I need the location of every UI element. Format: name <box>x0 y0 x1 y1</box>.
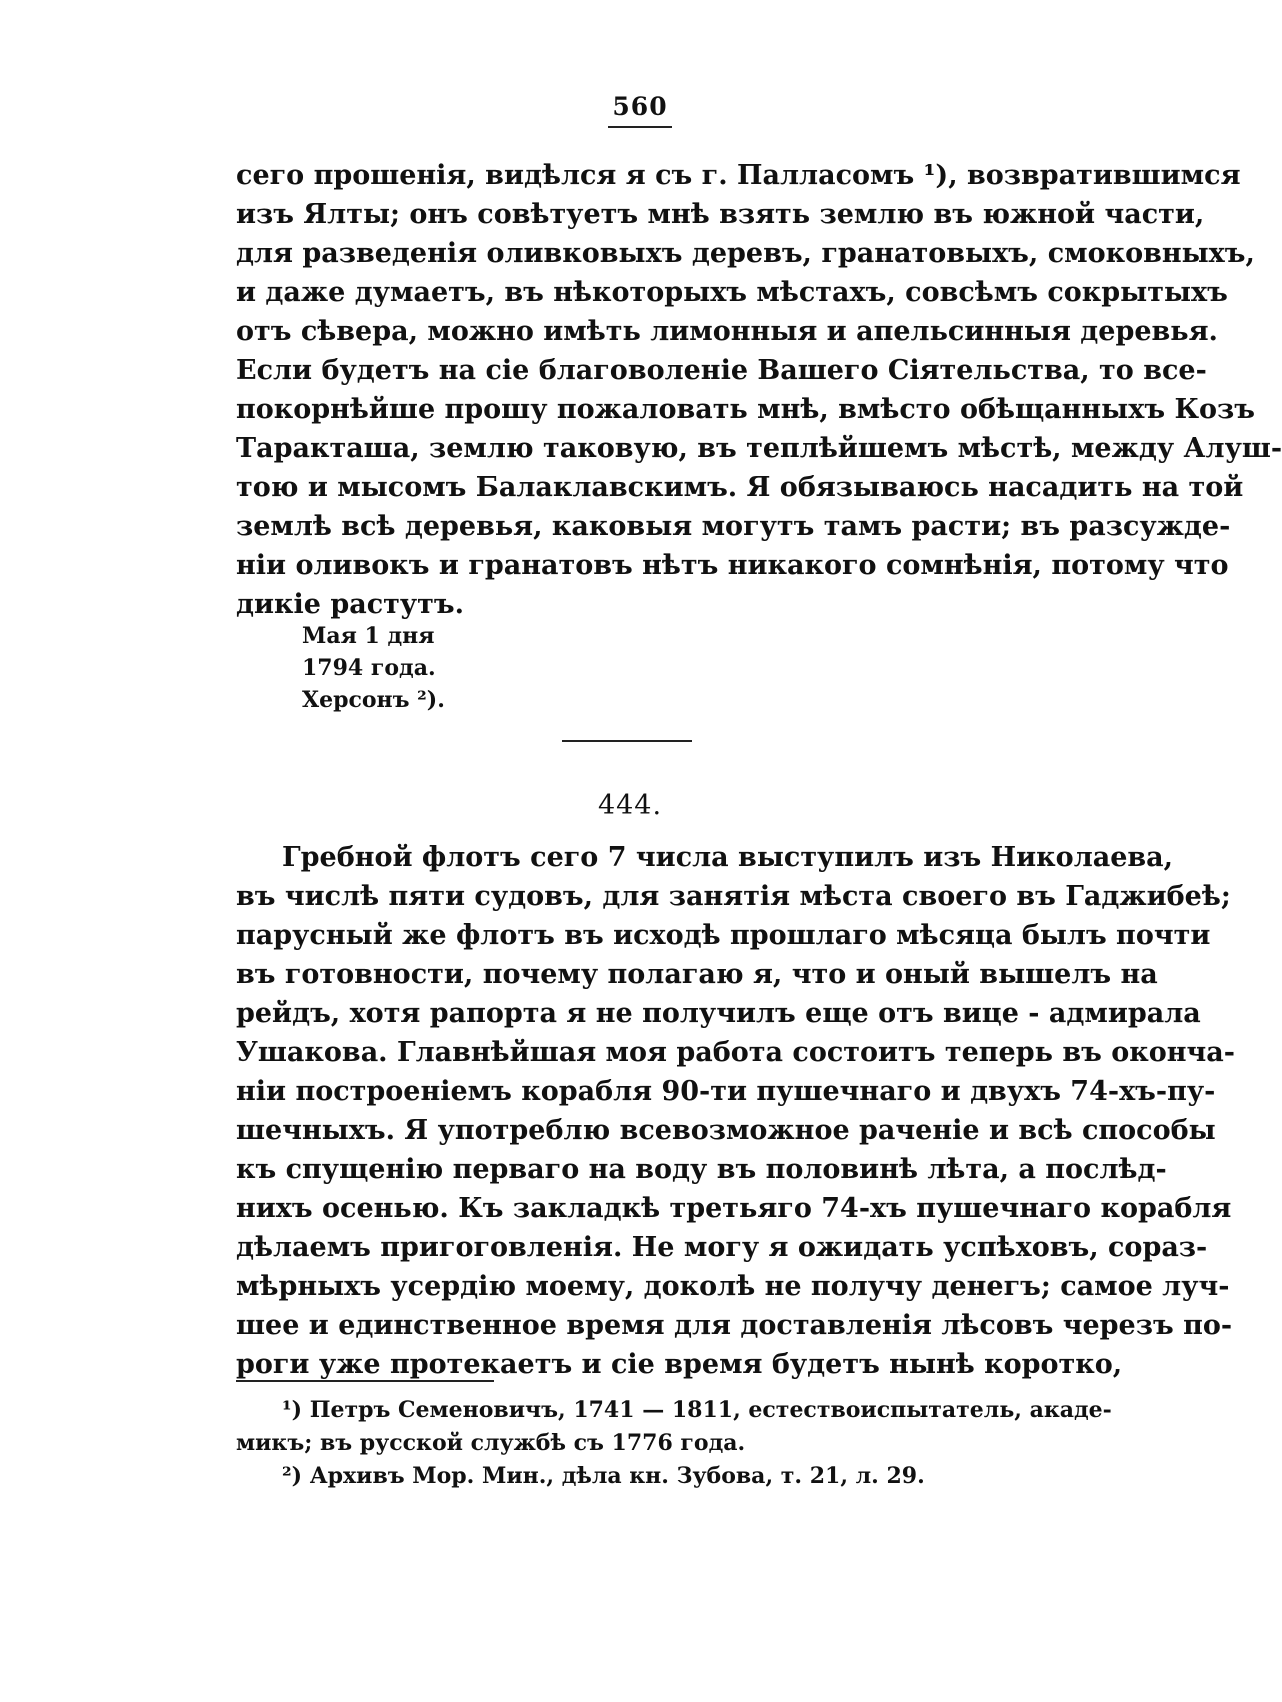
signature-year: 1794 года. <box>302 655 436 681</box>
page-number-underline <box>608 126 672 128</box>
document-2-number: 444. <box>597 790 663 821</box>
text-line: и даже думаетъ, въ нѣкоторыхъ мѣстахъ, совсѣмъ сокрытыхъ <box>236 277 1228 308</box>
text-line: Ушакова. Главнѣйшая моя работа состоитъ теперь въ оконча- <box>236 1037 1235 1068</box>
text-line: Таракташа, землю таковую, въ теплѣйшемъ мѣстѣ, между Алуш- <box>236 433 1282 464</box>
text-line: въ числѣ пяти судовъ, для занятія мѣста своего въ Гаджибеѣ; <box>236 881 1231 912</box>
text-line: отъ сѣвера, можно имѣть лимонныя и апельсинныя деревья. <box>236 316 1218 347</box>
text-line: въ готовности, почему полагаю я, что и оный вышелъ на <box>236 959 1158 990</box>
text-line: мѣрныхъ усердію моему, доколѣ не получу денегъ; самое луч- <box>236 1271 1230 1302</box>
text-line: ніи оливокъ и гранатовъ нѣтъ никакого сомнѣнія, потому что <box>236 550 1229 581</box>
text-line: шечныхъ. Я употреблю всевозможное раченіе и всѣ способы <box>236 1115 1216 1146</box>
page-number: 560 <box>612 92 668 121</box>
signature-place: Херсонъ ²). <box>302 687 445 713</box>
document-2-body <box>236 838 1235 1384</box>
text-line: для разведенія оливковыхъ деревъ, гранатовыхъ, смоковныхъ, <box>236 238 1255 269</box>
text-line: рейдъ, хотя рапорта я не получилъ еще отъ вице - адмирала <box>236 998 1201 1029</box>
text-line: изъ Ялты; онъ совѣтуетъ мнѣ взять землю въ южной части, <box>236 199 1205 230</box>
footnote-line: микъ; въ русской службѣ съ 1776 года. <box>236 1430 746 1456</box>
text-line: покорнѣйше прошу пожаловать мнѣ, вмѣсто обѣщанныхъ Козъ <box>236 394 1255 425</box>
signature-date: Мая 1 дня <box>302 623 435 649</box>
text-line: парусный же флотъ въ исходѣ прошлаго мѣсяца былъ почти <box>236 920 1211 951</box>
text-line: дикіе растутъ. <box>236 589 465 620</box>
text-line: Если будетъ на сіе благоволеніе Вашего Сіятельства, то все- <box>236 355 1207 386</box>
text-line: ніи построеніемъ корабля 90-ти пушечнаго и двухъ 74-хъ-пу- <box>236 1076 1216 1107</box>
text-line: тою и мысомъ Балаклавскимъ. Я обязываюсь насадить на той <box>236 472 1244 503</box>
footnote-line: ²) Архивъ Мор. Мин., дѣла кн. Зубова, т. 21, л. 29. <box>282 1463 925 1489</box>
text-line: Гребной флотъ сего 7 числа выступилъ изъ Николаева, <box>282 842 1174 873</box>
text-line: дѣлаемъ пригоговленія. Не могу я ожидать успѣховъ, сораз- <box>236 1232 1208 1263</box>
document-1-body <box>236 156 1282 624</box>
text-line: землѣ всѣ деревья, каковыя могутъ тамъ расти; въ разсужде- <box>236 511 1231 542</box>
text-line: шее и единственное время для доставленія лѣсовъ черезъ по- <box>236 1310 1233 1341</box>
footnote-separator <box>236 1380 494 1382</box>
footnote-line: ¹) Петръ Семеновичъ, 1741 — 1811, естествоиспытатель, акаде- <box>282 1397 1112 1423</box>
section-divider <box>562 740 692 742</box>
text-line: нихъ осенью. Къ закладкѣ третьяго 74-хъ пушечнаго корабля <box>236 1193 1232 1224</box>
text-line: роги уже протекаетъ и сіе время будетъ нынѣ коротко, <box>236 1349 1123 1380</box>
text-line: къ спущенію перваго на воду въ половинѣ лѣта, а послѣд- <box>236 1154 1167 1185</box>
document-1-signature <box>302 620 445 716</box>
text-line: сего прошенія, видѣлся я съ г. Палласомъ ¹), возвратившимся <box>236 160 1241 191</box>
footnotes <box>236 1394 1112 1493</box>
